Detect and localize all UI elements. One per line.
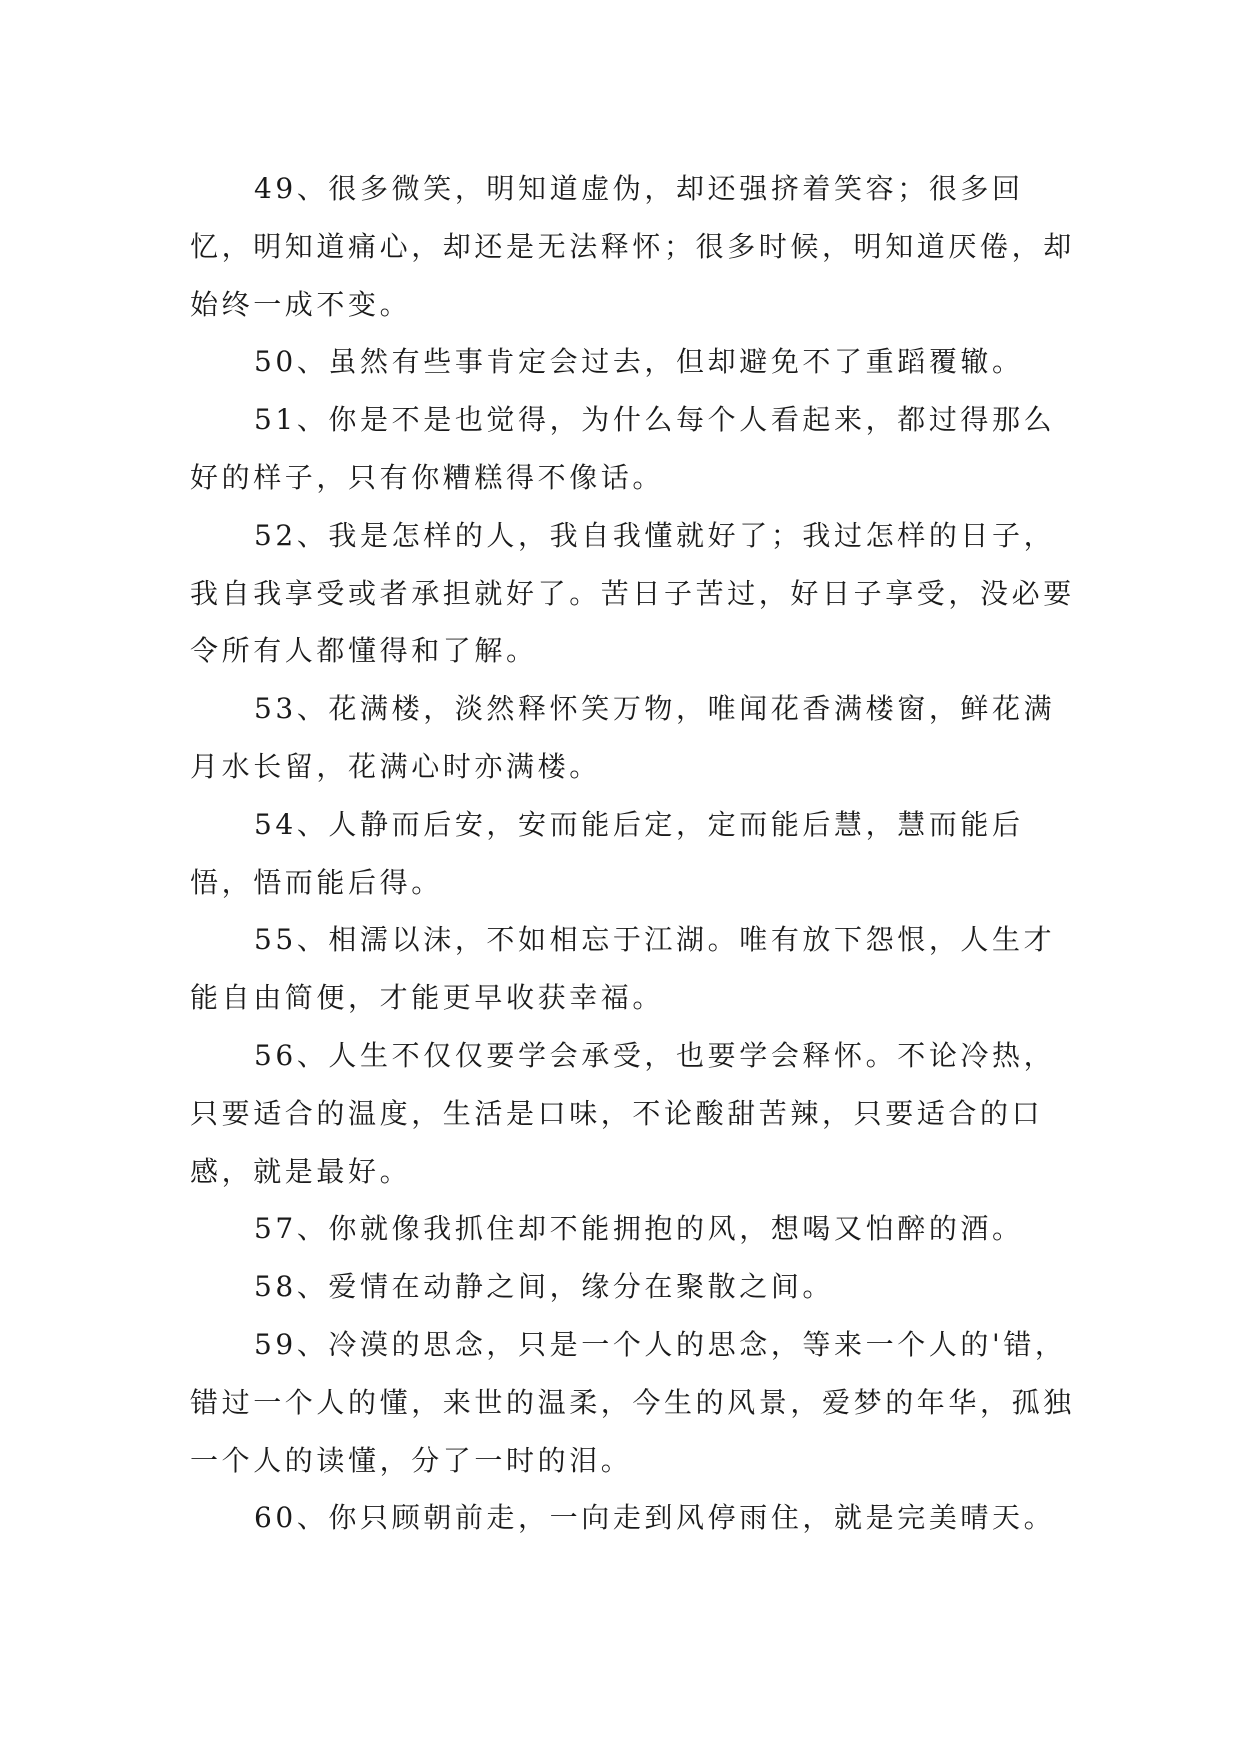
paragraph-54: 54、人静而后安，安而能后定，定而能后慧，慧而能后悟，悟而能后得。 (190, 807, 1024, 899)
paragraph-58: 58、爱情在动静之间，缘分在聚散之间。 (254, 1270, 835, 1304)
paragraph-57: 57、你就像我抓住却不能拥抱的风，想喝又怕醉的酒。 (254, 1212, 1024, 1246)
paragraph-59: 59、冷漠的思念，只是一个人的思念，等来一个人的'错，错过一个人的懂，来世的温柔，今生的风景，爱梦的年华，孤独一个人的读懂，分了一时的泪。 (190, 1327, 1075, 1477)
paragraph-50: 50、虽然有些事肯定会过去，但却避免不了重蹈覆辙。 (254, 345, 1024, 379)
paragraph-51: 51、你是不是也觉得，为什么每个人看起来，都过得那么好的样子，只有你糟糕得不像话。 (190, 403, 1056, 494)
paragraph-55: 55、相濡以沫，不如相忘于江湖。唯有放下怨恨，人生才能自由简便，才能更早收获幸福。 (190, 923, 1056, 1015)
paragraph-53: 53、花满楼，淡然释怀笑万物，唯闻花香满楼窗，鲜花满月水长留，花满心时亦满楼。 (190, 692, 1056, 783)
paragraph-60: 60、你只顾朝前走，一向走到风停雨住，就是完美晴天。 (254, 1501, 1056, 1535)
paragraph-56: 56、人生不仅仅要学会承受，也要学会释怀。不论冷热，只要适合的温度，生活是口味，不论酸甜苦辣，只要适合的口感，就是最好。 (190, 1038, 1056, 1188)
document-body (190, 160, 1080, 1547)
paragraph-49: 49、很多微笑，明知道虚伪，却还强挤着笑容；很多回忆，明知道痛心，却还是无法释怀；很多时候，明知道厌倦，却始终一成不变。 (190, 172, 1075, 321)
paragraph-52: 52、我是怎样的人，我自我懂就好了；我过怎样的日子，我自我享受或者承担就好了。苦日子苦过，好日子享受，没必要令所有人都懂得和了解。 (190, 518, 1075, 668)
